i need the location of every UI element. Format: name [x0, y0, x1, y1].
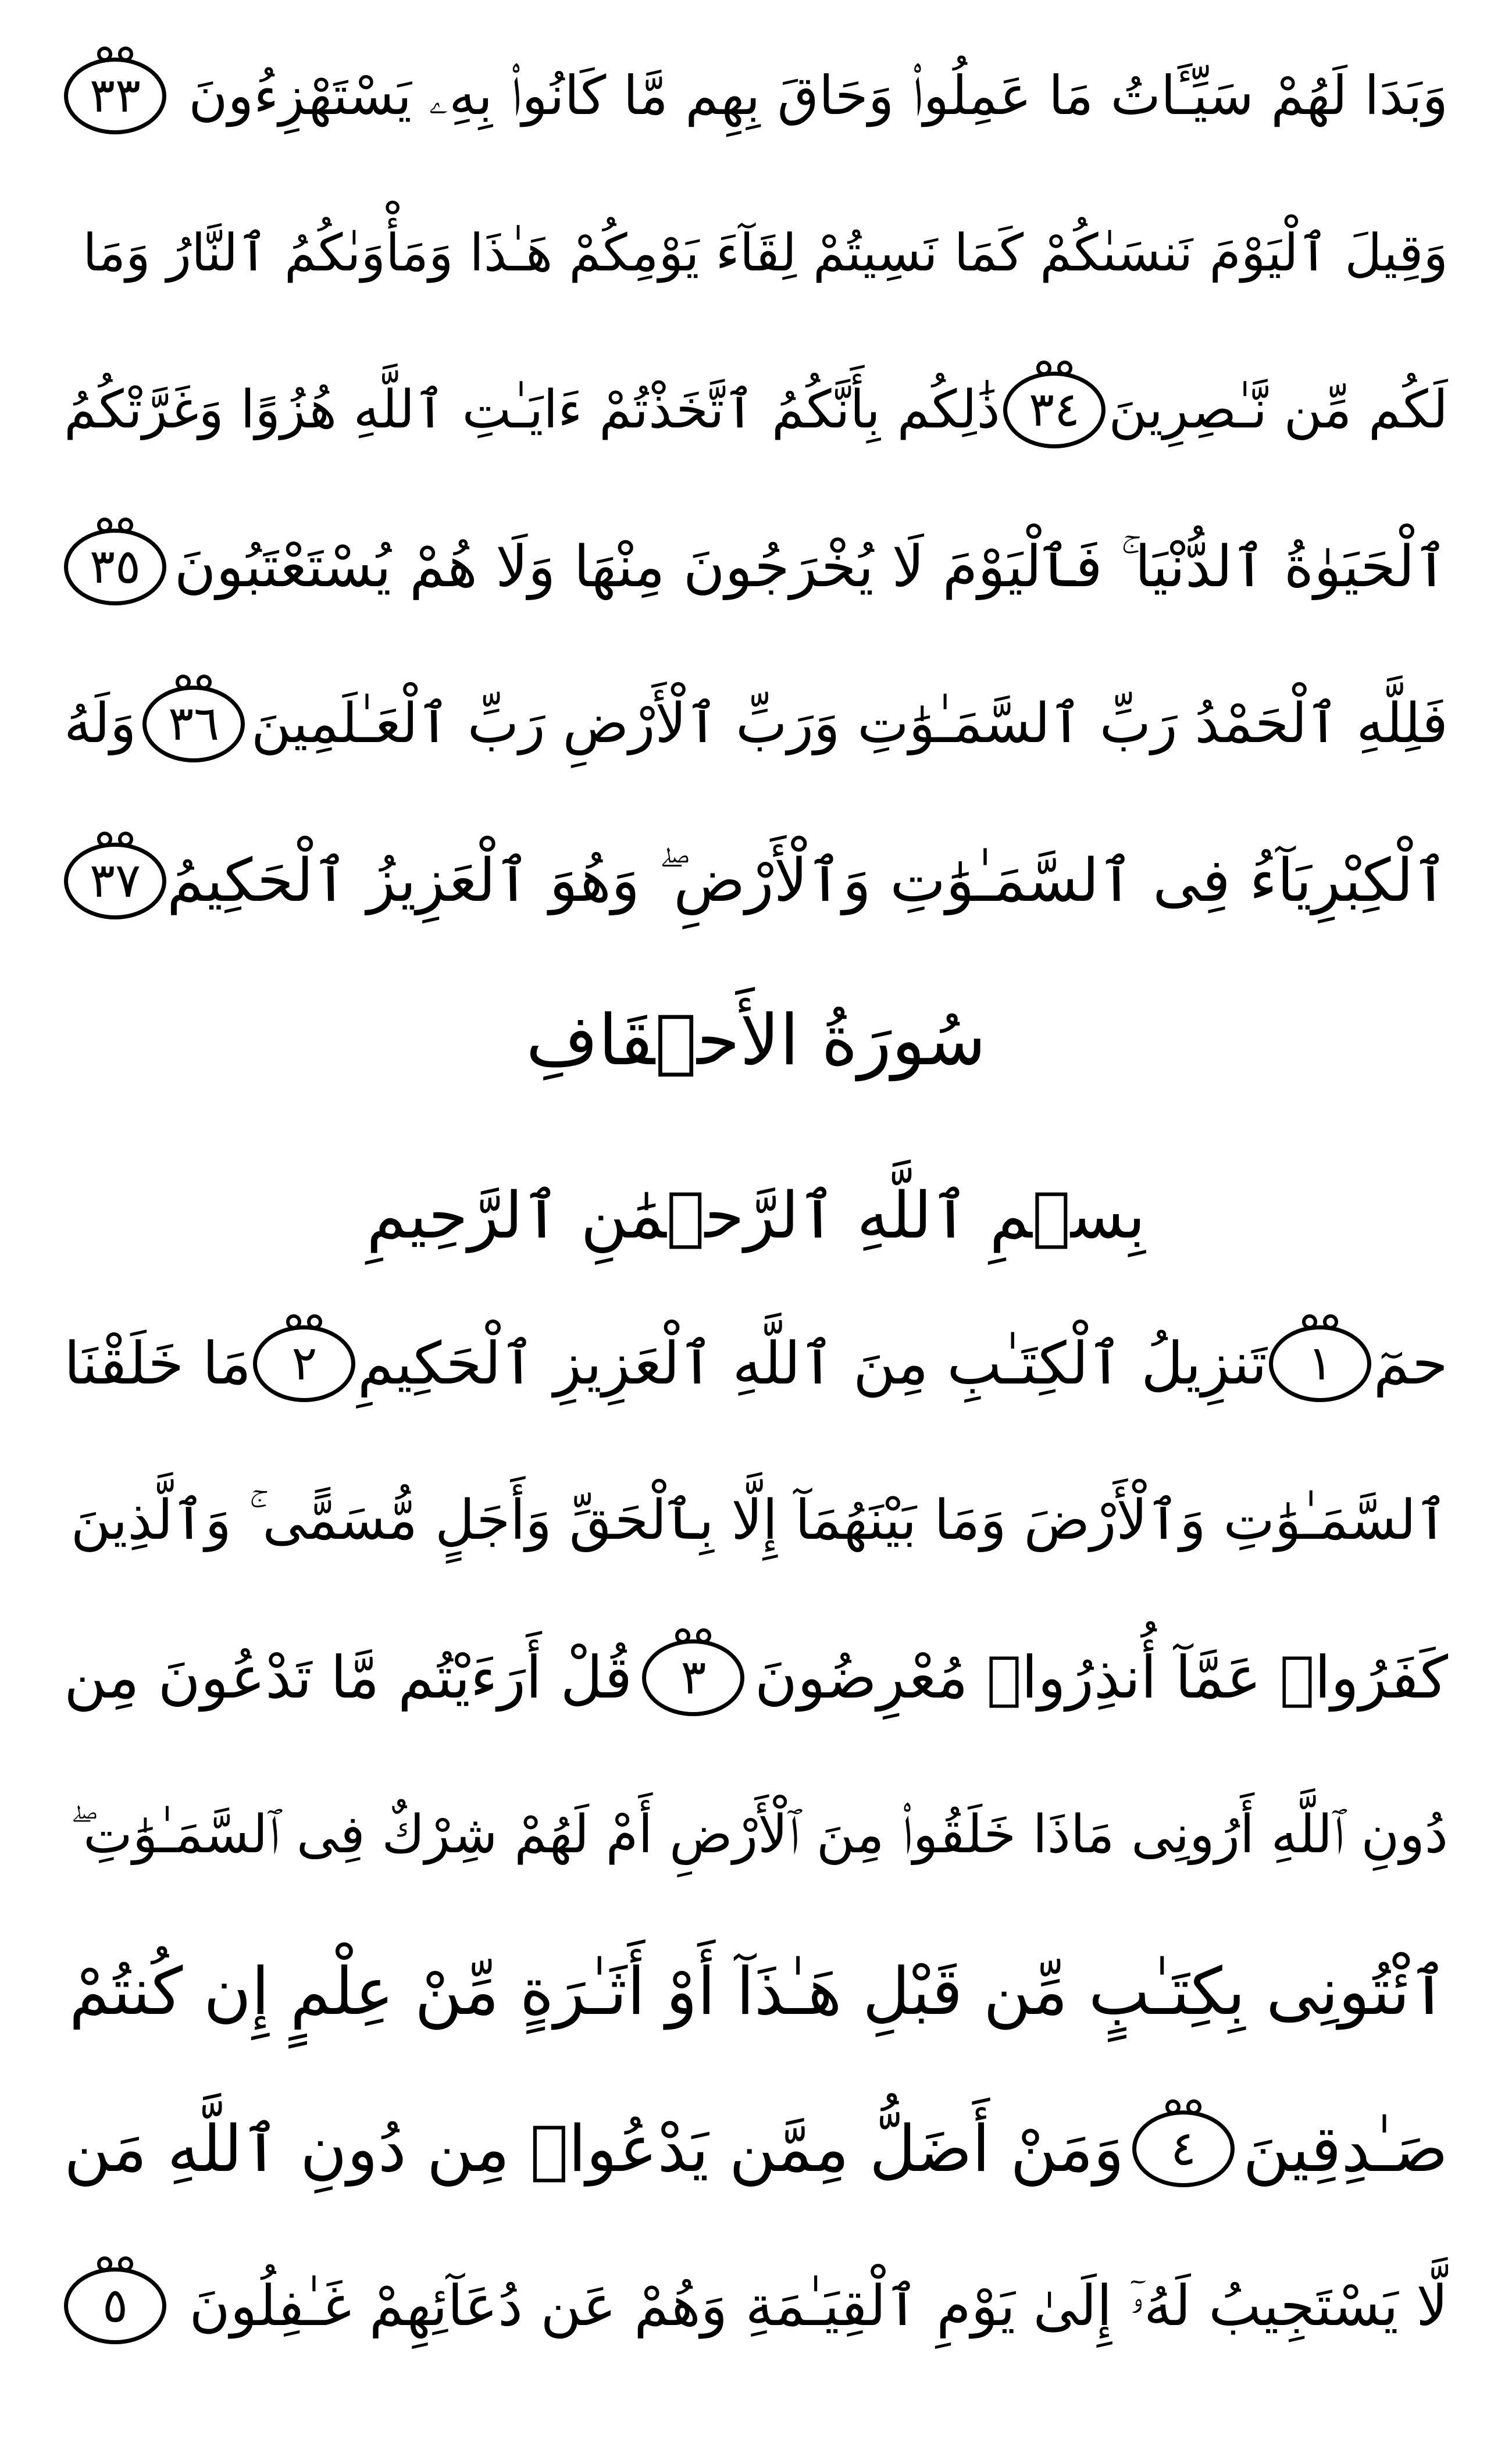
text-line	[64, 1919, 1448, 2065]
text-line	[64, 2076, 1448, 2222]
ayah-number-marker: ٣٣	[64, 58, 166, 134]
ayah-number-marker: ٣٦	[142, 686, 245, 762]
verse-text: مَا خَلَقْنَا	[64, 1329, 252, 1397]
verse-text: وَبَدَا لَهُمْ سَيِّـَٔاتُ مَا عَمِلُوا۟ وَحَاقَ بِهِم مَّا كَانُوا۟ بِهِۦ يَسْتَهْزِءُونَ	[188, 65, 1448, 127]
text-line	[64, 180, 1448, 326]
verse-text: صَـٰدِقِينَ	[1243, 2112, 1448, 2186]
ayah-number-marker: ٣٤	[1003, 372, 1106, 448]
ayah-number-marker: ٥	[64, 2267, 166, 2344]
text-line	[64, 651, 1448, 797]
text-line	[64, 1762, 1448, 1907]
verse-text: دُونِ ٱللَّهِ أَرُونِى مَاذَا خَلَقُوا۟ مِنَ ٱلْأَرْضِ أَمْ لَهُمْ شِرْكٌ فِى ٱلسَّمَـٰوَٰتِ ۖ	[70, 1804, 1448, 1865]
verse-text: وَلَهُ	[64, 692, 137, 755]
verse-text: وَمَنْ أَضَلُّ مِمَّن يَدْعُوا۟ مِن دُونِ ٱللَّهِ مَن	[64, 2112, 1125, 2186]
ayah-number-marker: ٣	[642, 1639, 744, 1716]
surah-title: سُورَةُ الأَحۡقَافِ	[526, 1000, 986, 1081]
verse-text: فَلِلَّهِ ٱلْحَمْدُ رَبِّ ٱلسَّمَـٰوَٰتِ وَرَبِّ ٱلْأَرْضِ رَبِّ ٱلْعَـٰلَمِينَ	[251, 692, 1448, 755]
text-line	[64, 2233, 1448, 2379]
verse-text: ٱئْتُونِى بِكِتَـٰبٍ مِّن قَبْلِ هَـٰذَآ أَوْ أَثَـٰرَةٍ مِّنْ عِلْمٍ إِن كُنتُمْ	[69, 1954, 1448, 2030]
verse-text: حمٓ	[1373, 1329, 1448, 1397]
ayah-number-marker: ١	[1269, 1325, 1371, 1402]
verse-text: تَنزِيلُ ٱلْكِتَـٰبِ مِنَ ٱللَّهِ ٱلْعَزِيزِ ٱلْحَكِيمِ	[357, 1329, 1267, 1397]
basmala: بِسۡمِ ٱللَّهِ ٱلرَّحۡمَٰنِ ٱلرَّحِيمِ	[366, 1178, 1146, 1253]
verse-text: لَكُم مِّن نَّـٰصِرِينَ	[1108, 379, 1448, 440]
verse-text: لَّا يَسْتَجِيبُ لَهُۥٓ إِلَىٰ يَوْمِ ٱلْقِيَـٰمَةِ وَهُمْ عَن دُعَآئِهِمْ غَـٰفِلُونَ	[189, 2273, 1448, 2338]
text-line	[64, 1448, 1448, 1593]
verse-text: ٱلسَّمَـٰوَٰتِ وَٱلْأَرْضَ وَمَا بَيْنَهُمَآ إِلَّا بِٱلْحَقِّ وَأَجَلٍ مُّسَمًّى ۚ وَٱلَّذِينَ	[70, 1489, 1448, 1552]
verse-text: كَفَرُوا۟ عَمَّآ أُنذِرُوا۟ مُعْرِضُونَ	[754, 1643, 1448, 1712]
ayah-number-marker: ٤	[1132, 2110, 1235, 2187]
verse-text: وَقِيلَ ٱلْيَوْمَ نَنسَىٰكُمْ كَمَا نَسِيتُمْ لِقَآءَ يَوْمِكُمْ هَـٰذَا وَمَأْوَىٰكُمُ ٱلنَّارُ وَمَا	[83, 223, 1448, 283]
verse-text: قُلْ أَرَءَيْتُم مَّا تَدْعُونَ مِن	[64, 1643, 633, 1712]
ayah-number-marker: ٢	[253, 1325, 355, 1402]
verse-text: ذَٰلِكُم بِأَنَّكُمُ ٱتَّخَذْتُمْ ءَايَـٰتِ ٱللَّهِ هُزُوًا وَغَرَّتْكُمُ	[64, 379, 1000, 440]
text-line	[64, 494, 1448, 640]
verse-text: ٱلْحَيَوٰةُ ٱلدُّنْيَا ۚ فَٱلْيَوْمَ لَا يُخْرَجُونَ مِنْهَا وَلَا هُمْ يُسْتَعْتَبُونَ	[174, 534, 1448, 600]
ayah-number-marker: ٣٥	[64, 529, 166, 605]
verse-text: ٱلْكِبْرِيَآءُ فِى ٱلسَّمَـٰوَٰتِ وَٱلْأَرْضِ ۖ وَهُوَ ٱلْعَزِيزُ ٱلْحَكِيمُ	[166, 846, 1448, 915]
text-line	[64, 337, 1448, 483]
text-line	[64, 23, 1448, 169]
text-line	[64, 1291, 1448, 1436]
ayah-number-marker: ٣٧	[64, 843, 166, 919]
text-line	[64, 808, 1448, 954]
text-line	[64, 1605, 1448, 1750]
